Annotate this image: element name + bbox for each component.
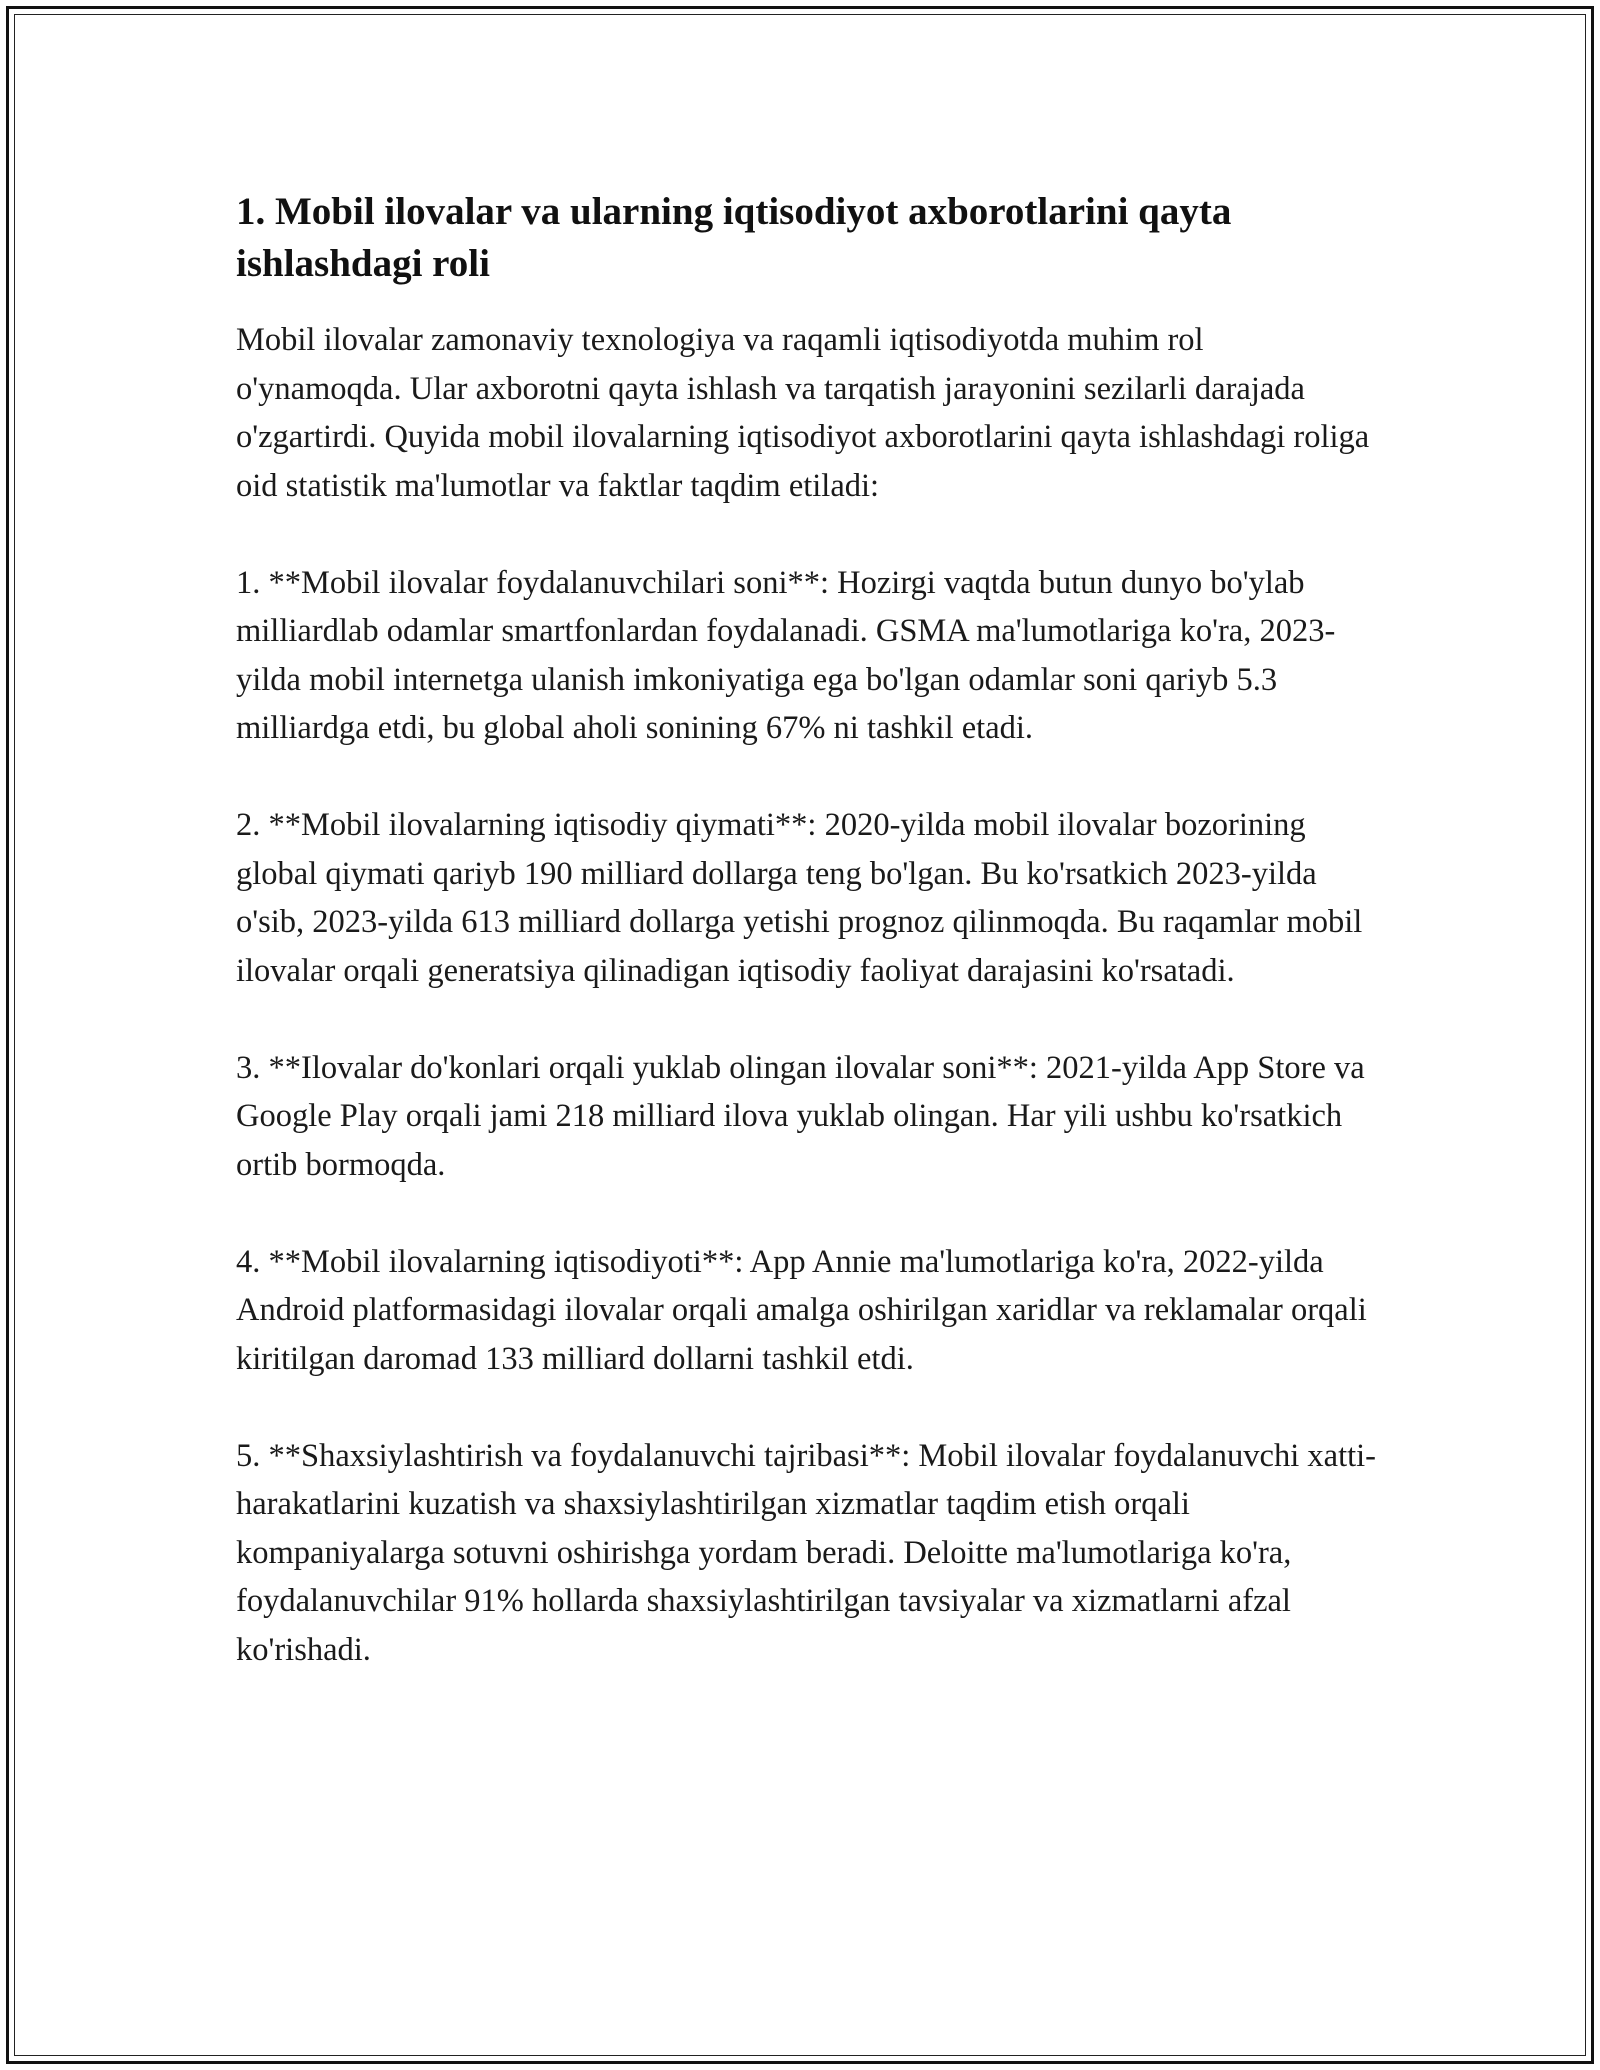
- list-item: 1. **Mobil ilovalar foydalanuvchilari soni**: Hozirgi vaqtda butun dunyo bo'ylab milliardlab odamlar smartfonlardan foydalanadi. GSMA ma'lumotlariga ko'ra, 2023-yilda mobil internetga ulanish imkoniyatiga ega bo'lgan odamlar soni qariyb 5.3 milliardga etdi, bu global aholi sonining 67% ni tashkil etadi.: [236, 564, 1336, 746]
- document-body: [236, 186, 1376, 1674]
- intro-paragraph: Mobil ilovalar zamonaviy texnologiya va raqamli iqtisodiyotda muhim rol o'ynamoqda. Ular axborotni qayta ishlash va tarqatish jarayonini sezilarli darajada o'zgartirdi. Quyida mobil ilovalarning iqtisodiyot axborotlarini qayta ishlashdagi roliga oid statistik ma'lumotlar va faktlar taqdim etiladi:: [236, 322, 1370, 504]
- list-item: 4. **Mobil ilovalarning iqtisodiyoti**: App Annie ma'lumotlariga ko'ra, 2022-yilda Android platformasidagi ilovalar orqali amalga oshirilgan xaridlar va reklamalar orqali kiritilgan daromad 133 milliard dollarni tashkil etdi.: [236, 1243, 1367, 1377]
- list-item: 2. **Mobil ilovalarning iqtisodiy qiymati**: 2020-yilda mobil ilovalar bozorining global qiymati qariyb 190 milliard dollarga teng bo'lgan. Bu ko'rsatkich 2023-yilda o'sib, 2023-yilda 613 milliard dollarga yetishi prognoz qilinmoqda. Bu raqamlar mobil ilovalar orqali generatsiya qilinadigan iqtisodiy faoliyat darajasini ko'rsatadi.: [236, 807, 1363, 989]
- document-title: 1. Mobil ilovalar va ularning iqtisodiyot axborotlarini qayta ishlashdagi roli: [236, 190, 1232, 285]
- list-item: 5. **Shaxsiylashtirish va foydalanuvchi tajribasi**: Mobil ilovalar foydalanuvchi xatti-harakatlarini kuzatish va shaxsiylashtirilgan xizmatlar taqdim etish orqali kompaniyalarga sotuvni oshirishga yordam beradi. Deloitte ma'lumotlariga ko'ra, foydalanuvchilar 91% hollarda shaxsiylashtirilgan tavsiyalar va xizmatlarni afzal ko'rishadi.: [236, 1437, 1376, 1668]
- list-item: 3. **Ilovalar do'konlari orqali yuklab olingan ilovalar soni**: 2021-yilda App Store va Google Play orqali jami 218 milliard ilova yuklab olingan. Har yili ushbu ko'rsatkich ortib bormoqda.: [236, 1049, 1365, 1183]
